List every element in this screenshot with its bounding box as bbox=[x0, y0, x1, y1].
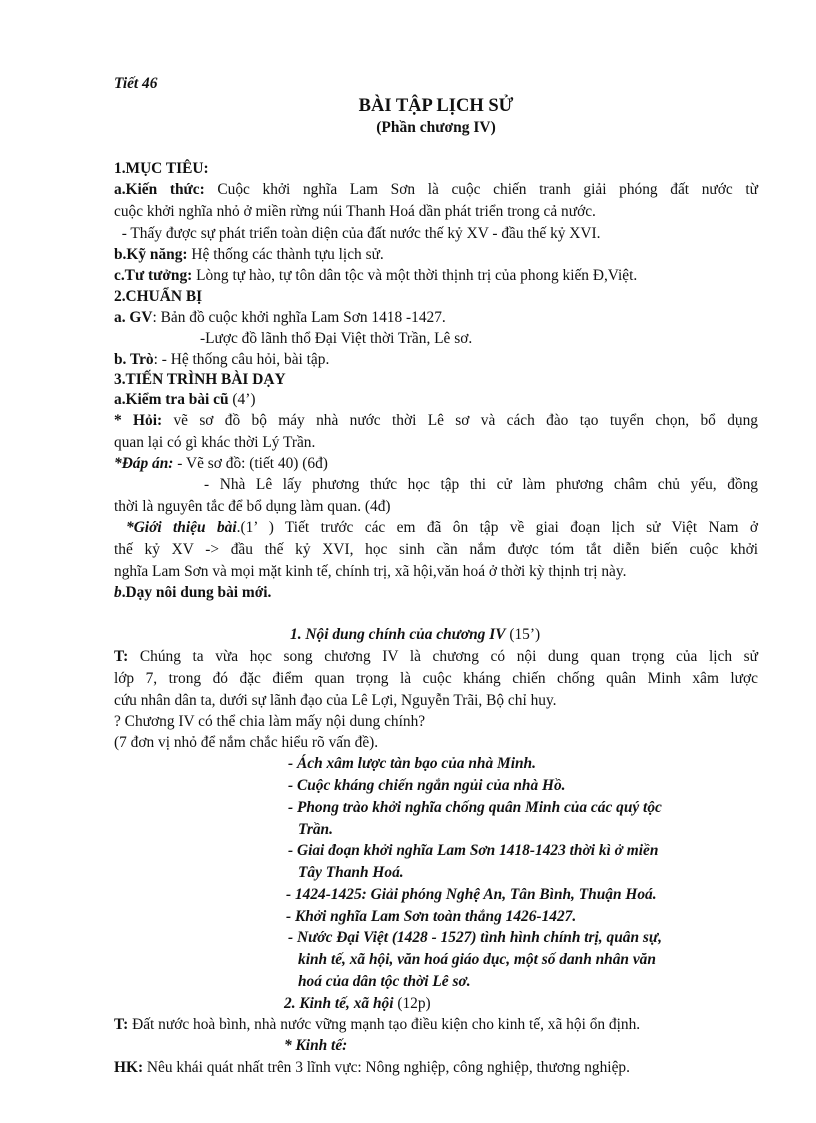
tu-tuong-label: c.Tư tưởng: bbox=[114, 267, 193, 284]
list-item: - Nước Đại Việt (1428 - 1527) tình hình chính trị, quân sự, bbox=[288, 929, 662, 946]
hk-text: Nêu khái quát nhất trên 3 lĩnh vực: Nông nghiệp, công nghiệp, thương nghiệp. bbox=[143, 1059, 630, 1076]
ky-nang-label: b.Kỹ năng: bbox=[114, 246, 188, 263]
t2-text: Đất nước hoà bình, nhà nước vững mạnh tạo điều kiện cho kinh tế, xã hội ổn định. bbox=[128, 1016, 641, 1033]
hoi-line-2: quan lại có gì khác thời Lý Trần. bbox=[114, 434, 316, 451]
day-moi-label-b: b bbox=[114, 584, 122, 601]
noi-dung-time: (15’) bbox=[505, 626, 541, 643]
gv-label: a. GV bbox=[114, 309, 153, 326]
day-moi-line bbox=[114, 582, 758, 604]
gioi-thieu-text-1: .(1’ ) Tiết trước các em đã ôn tập về giai đoạn lịch sử Việt Nam ở bbox=[236, 519, 758, 536]
tro-line bbox=[114, 349, 758, 371]
tu-tuong-text: Lòng tự hào, tự tôn dân tộc và một thời thịnh trị của phong kiến Đ,Việt. bbox=[192, 267, 638, 284]
t1-line-2: lớp 7, trong đó đặc điểm quan trọng là cuộc kháng chiến chống quân Minh xâm lược bbox=[114, 670, 758, 687]
t1-text-1: Chúng ta vừa học song chương IV là chương có nội dung quan trọng của lịch sử bbox=[128, 648, 758, 665]
ky-nang-text: Hệ thống các thành tựu lịch sử. bbox=[187, 246, 384, 263]
page-subtitle: (Phần chương IV) bbox=[376, 119, 496, 136]
page-title: BÀI TẬP LỊCH SỬ bbox=[358, 96, 514, 116]
gioi-thieu-line-1 bbox=[126, 517, 758, 539]
list-item-continued: Tây Thanh Hoá. bbox=[298, 864, 404, 881]
t2-label: T: bbox=[114, 1016, 129, 1033]
hk-line bbox=[114, 1057, 758, 1079]
hk-label: HK: bbox=[114, 1059, 144, 1076]
day-moi-label: .Dạy nôi dung bài mới. bbox=[121, 584, 272, 601]
gioi-thieu-line-2: thế kỷ XV -> đầu thế kỷ XVI, học sinh cần nắm được tóm tắt diễn biến cuộc khởi bbox=[114, 541, 758, 558]
question-line: ? Chương IV có thể chia làm mấy nội dung chính? bbox=[114, 713, 426, 730]
dap-an-line-3: thời là nguyên tắc để bổ dụng làm quan. (4đ) bbox=[114, 498, 391, 515]
hoi-label: * Hỏi: bbox=[114, 412, 163, 429]
kien-thuc-label: a.Kiến thức: bbox=[114, 181, 205, 198]
dap-an-line-1 bbox=[114, 453, 758, 475]
list-item: - Ách xâm lược tàn bạo của nhà Minh. bbox=[288, 755, 536, 772]
heading-chuan-bi: 2.CHUẨN BỊ bbox=[114, 288, 203, 305]
gv-line-2: -Lược đồ lãnh thổ Đại Việt thời Trần, Lê sơ. bbox=[200, 330, 473, 347]
list-item: - Cuộc kháng chiến ngắn ngủi của nhà Hồ. bbox=[288, 777, 566, 794]
list-item: - Khởi nghĩa Lam Sơn toàn thắng 1426-1427. bbox=[286, 908, 577, 925]
kiem-tra-time: (4’) bbox=[228, 391, 256, 408]
gioi-thieu-label: *Giới thiệu bài bbox=[126, 519, 237, 536]
dap-an-label: *Đáp án: bbox=[114, 455, 174, 472]
lesson-label: Tiết 46 bbox=[114, 75, 158, 92]
gv-text-1: : Bản đồ cuộc khởi nghĩa Lam Sơn 1418 -1427. bbox=[152, 309, 446, 326]
hoi-text-1: vẽ sơ đồ bộ máy nhà nước thời Lê sơ và cách đào tạo tuyển chọn, bổ dụng bbox=[162, 412, 758, 429]
kinh-te-time: (12p) bbox=[393, 995, 431, 1012]
ky-nang-line bbox=[114, 244, 758, 266]
hoi-line-1 bbox=[114, 410, 758, 432]
dap-an-text-1: - Vẽ sơ đồ: (tiết 40) (6đ) bbox=[173, 455, 328, 472]
list-item: - Phong trào khởi nghĩa chống quân Minh của các quý tộc bbox=[288, 799, 662, 816]
tro-text: : - Hệ thống câu hỏi, bài tập. bbox=[153, 351, 330, 368]
kiem-tra-line bbox=[114, 389, 758, 411]
gioi-thieu-line-3: nghĩa Lam Sơn và mọi mặt kinh tế, chính trị, xã hội,văn hoá ở thời kỳ thịnh trị này. bbox=[114, 563, 627, 580]
kinh-te-heading: 2. Kinh tế, xã hội bbox=[284, 995, 394, 1012]
noi-dung-heading: 1. Nội dung chính của chương IV bbox=[290, 626, 506, 643]
list-item: - Giai đoạn khởi nghĩa Lam Sơn 1418-1423 thời kì ở miền bbox=[288, 842, 659, 859]
tro-label: b. Trò bbox=[114, 351, 154, 368]
kien-thuc-line-2: cuộc khởi nghĩa nhỏ ở miền rừng núi Thanh Hoá dần phát triển trong cả nước. bbox=[114, 203, 596, 220]
noi-dung-heading-line bbox=[290, 624, 750, 646]
kiem-tra-label: a.Kiểm tra bài cũ bbox=[114, 391, 229, 408]
list-item-continued: hoá của dân tộc thời Lê sơ. bbox=[298, 973, 471, 990]
heading-tien-trinh: 3.TIẾN TRÌNH BÀI DẠY bbox=[114, 371, 286, 388]
t1-line-1 bbox=[114, 646, 758, 668]
gv-line-1 bbox=[114, 307, 758, 329]
question-answer: (7 đơn vị nhỏ để nắm chắc hiểu rõ vấn đề). bbox=[114, 734, 379, 751]
kien-thuc-text-1: Cuộc khởi nghĩa Lam Sơn là cuộc chiến tranh giải phóng đất nước từ bbox=[204, 181, 759, 198]
tu-tuong-line bbox=[114, 265, 758, 287]
t2-line bbox=[114, 1014, 758, 1036]
kien-thuc-line-3: - Thấy được sự phát triển toàn diện của đất nước thế kỷ XV - đầu thế kỷ XVI. bbox=[114, 225, 601, 242]
t1-line-3: cứu nhân dân ta, dưới sự lãnh đạo của Lê Lợi, Nguyễn Trãi, Bộ chỉ huy. bbox=[114, 692, 557, 709]
list-item-continued: kinh tế, xã hội, văn hoá giáo dục, một số danh nhân văn bbox=[298, 951, 656, 968]
list-item-continued: Trần. bbox=[298, 821, 333, 838]
dap-an-line-2: - Nhà Lê lấy phương thức học tập thi cử làm phương châm chủ yếu, đồng bbox=[204, 476, 758, 493]
kinh-te-heading-line bbox=[284, 993, 754, 1015]
kien-thuc-line-1 bbox=[114, 179, 758, 201]
kinh-te-sub: * Kinh tế: bbox=[284, 1037, 348, 1054]
t1-label: T: bbox=[114, 648, 129, 665]
list-item: - 1424-1425: Giải phóng Nghệ An, Tân Bình, Thuận Hoá. bbox=[286, 886, 657, 903]
heading-muc-tieu: 1.MỤC TIÊU: bbox=[114, 160, 209, 177]
